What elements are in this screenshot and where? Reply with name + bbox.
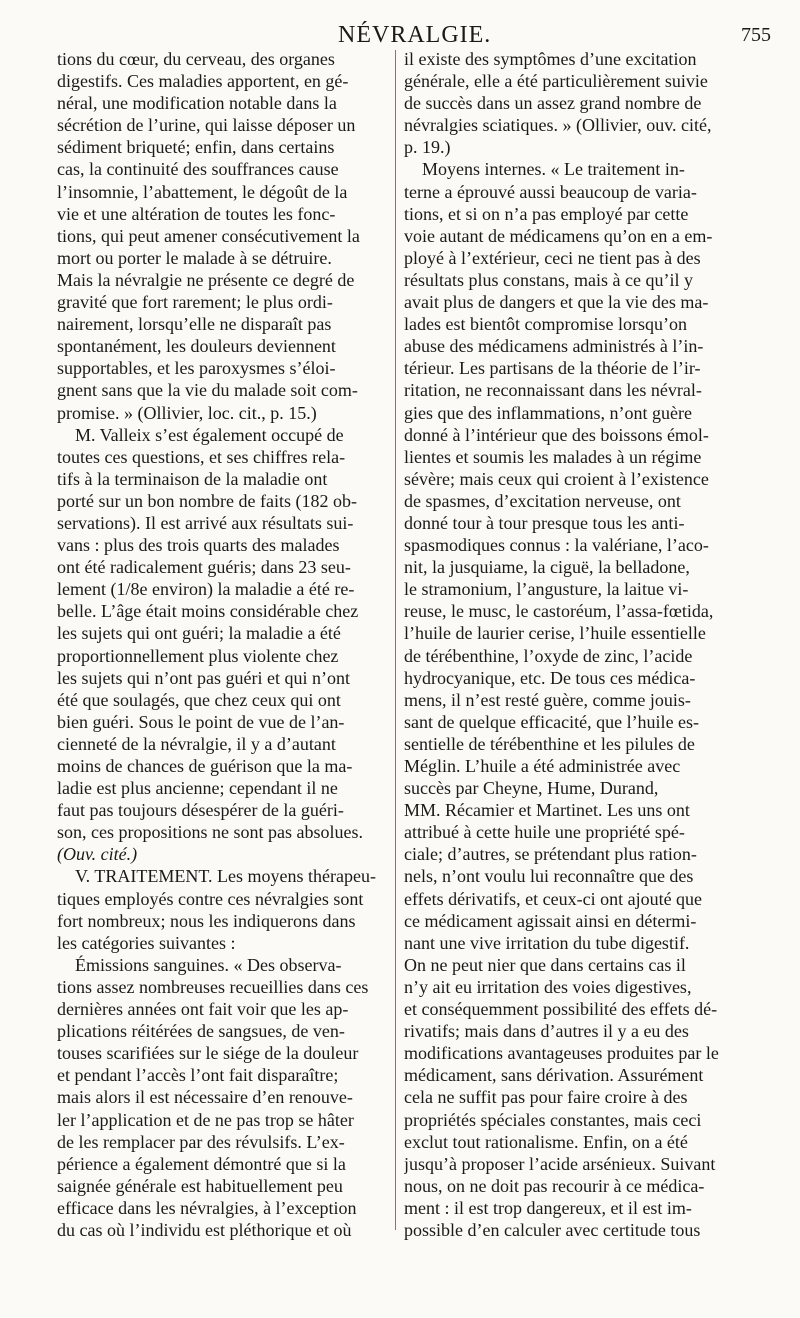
text-line: ritation, ne reconnaissant dans les névral- [404,380,702,401]
text-line: et conséquemment possibilité des effets dé- [404,999,718,1020]
text-line: spasmodiques connus : la valériane, l’aco- [404,535,709,556]
text-line: ciale; d’autres, se prétendant plus ration- [404,844,697,865]
text-line: lientes et soumis les malades à un régime [404,446,702,467]
text-line: voie autant de médicamens qu’on en a em- [404,225,713,246]
text-line: résultats plus constans, mais à ce qu’il y [404,269,693,290]
text-line: tions du cœur, du cerveau, des organes [57,49,335,69]
text-line: été que soulagés, que chez ceux qui ont [57,689,341,710]
text-line: les catégories suivantes : [57,932,236,953]
text-line: succès par Cheyne, Hume, Durand, [404,778,659,799]
text-line: moins de chances de guérison que la ma- [57,756,353,776]
text-line: terne a éprouvé aussi beaucoup de varia- [404,181,697,202]
text-line: l’insomnie, l’abattement, le dégoût de la [57,181,348,202]
page-title: NÉVRALGIE. [338,22,492,48]
text-line: vie et une altération de toutes les fonc- [57,203,336,224]
text-line: saignée générale est habituellement peu [57,1175,343,1196]
text-line: promise. » (Ollivier, loc. cit., p. 15.) [57,402,317,423]
text-line: mens, il n’est resté guère, comme jouis- [404,689,691,710]
text-line: dernières années ont fait voir que les ap- [57,999,349,1020]
text-line: belle. L’âge était moins considérable chez [57,601,359,622]
text-line: nels, n’ont voulu lui reconnaître que des [404,866,694,887]
text-line: cienneté de la névralgie, il y a d’autant [57,733,336,754]
text-line: sant de quelque efficacité, que l’huile es- [404,711,700,732]
text-line: il existe des symptômes d’une excitation [404,49,697,69]
text-line: spontanément, les douleurs deviennent [57,336,336,357]
text-line: donné à l’intérieur que des boissons émol- [404,424,709,445]
text-line: gies que des inflammations, n’ont guère [404,402,692,423]
text-line: attribué à cette huile une propriété spé- [404,822,685,843]
text-line: lades est bientôt compromise lorsqu’on [404,314,687,335]
text-line: les sujets qui ont guéri; la maladie a été [57,623,341,644]
text-line: Mais la névralgie ne présente ce degré de [57,269,355,290]
text-line: périence a également démontré que si la [57,1153,346,1174]
text-line: ment : il est trop dangereux, et il est im- [404,1197,692,1218]
text-line: nairement, lorsqu’elle ne disparaît pas [57,314,332,335]
text-line: et pendant l’accès l’ont fait disparaître; [57,1065,339,1086]
text-line: Méglin. L’huile a été administrée avec [404,756,681,776]
text-line: vans : plus des trois quarts des malades [57,535,340,556]
text-line: générale, elle a été particulièrement suivie [404,71,708,92]
text-line: sédiment briqueté; enfin, dans certains [57,137,335,158]
text-line: efficace dans les névralgies, à l’exception [57,1197,357,1218]
text-line: cas, la continuité des souffrances cause [57,159,339,180]
text-line: de les remplacer par des révulsifs. L’ex- [57,1131,345,1152]
text-line: sévère; mais ceux qui croient à l’existence [404,468,709,489]
text-line: sécrétion de l’urine, qui laisse déposer un [57,115,356,136]
text-line: les sujets qui n’ont pas guéri et qui n’ont [57,667,350,688]
text-line: avait plus de dangers et que la vie des ma- [404,292,709,313]
text-line: du cas où l’individu est pléthorique et où [57,1219,352,1240]
text-line: On ne peut nier que dans certains cas il [404,954,686,975]
text-line: modifications avantageuses produites par le [404,1043,719,1064]
text-line: mais alors il est nécessaire d’en renouve- [57,1087,353,1108]
text-line: supportables, et les paroxysmes s’éloi- [57,358,336,379]
text-line: gravité que fort rarement; le plus ordi- [57,292,333,313]
text-line: lement (1/8e environ) la maladie a été re- [57,579,355,600]
text-line: l’huile de laurier cerise, l’huile essentielle [404,623,706,644]
text-line: de succès dans un assez grand nombre de [404,93,702,114]
text-line: ont été radicalement guéris; dans 23 seu- [57,557,351,578]
text-line: n’y ait eu irritation des voies digestives, [404,976,692,997]
text-line: donné tour à tour presque tous les anti- [404,512,685,533]
text-line: exclut tout rationalisme. Enfin, on a été [404,1131,688,1152]
running-header [0,10,800,48]
text-line: effets dérivatifs, et ceux-ci ont ajouté que [404,888,703,909]
text-line: tions, et si on n’a pas employé par cette [404,203,689,224]
text-line: proportionnellement plus violente chez [57,645,339,666]
text-line: hydrocyanique, etc. De tous ces médica- [404,667,696,688]
text-line: ler l’application et de ne pas trop se hâter [57,1109,354,1130]
text-line: névralgies sciatiques. » (Ollivier, ouv. cité, [404,115,712,136]
text-line: tiques employés contre ces névralgies sont [57,888,364,909]
section-heading-line: V. TRAITEMENT. Les moyens thérapeu- [75,866,376,887]
text-line: M. Valleix s’est également occupé de [75,424,344,445]
text-line: touses scarifiées sur le siége de la douleur [57,1043,359,1064]
text-line: nous, on ne doit pas recourir à ce médica- [404,1175,705,1196]
text-line: le stramonium, l’angusture, la laitue vi- [404,579,689,600]
text-line: nant une vive irritation du tube digestif. [404,932,690,953]
text-line: tions assez nombreuses recueillies dans ces [57,976,369,997]
text-line: p. 19.) [404,137,451,158]
text-line: néral, une modification notable dans la [57,93,337,114]
left-column [57,48,388,1241]
text-line: servations). Il est arrivé aux résultats sui- [57,512,354,533]
text-line: ladie est plus ancienne; cependant il ne [57,778,338,799]
text-line: reuse, le musc, le castoréum, l’assa-fœtida, [404,601,714,622]
text-line: toutes ces questions, et ses chiffres rela- [57,446,346,467]
text-line: ce médicament agissait ainsi en détermi- [404,910,697,931]
text-line: (Ouv. cité.) [57,844,138,865]
text-line: MM. Récamier et Martinet. Les uns ont [404,800,690,821]
text-line: son, ces propositions ne sont pas absolues. [57,822,363,843]
text-line: tifs à la terminaison de la maladie ont [57,468,328,489]
text-line: Moyens internes. « Le traitement in- [422,159,685,180]
text-line: jusqu’à proposer l’acide arsénieux. Suivant [404,1153,716,1174]
text-line: sentielle de térébenthine et les pilules de [404,733,695,754]
text-line: fort nombreux; nous les indiquerons dans [57,910,356,931]
column-divider [395,50,396,1230]
text-line: gnent sans que la vie du malade soit com- [57,380,358,401]
text-line: tions, qui peut amener consécutivement la [57,225,360,246]
text-line: médicament, sans dérivation. Assurément [404,1065,704,1086]
right-column [404,48,735,1241]
text-line: nit, la jusquiame, la ciguë, la belladone, [404,557,690,578]
text-line: de térébenthine, l’oxyde de zinc, l’acide [404,645,693,666]
text-line: de spasmes, d’excitation nerveuse, ont [404,490,681,511]
text-line: mort ou porter le malade à se détruire. [57,247,332,268]
text-line: ployé à l’extérieur, ceci ne tient pas à des [404,247,701,268]
text-line: cela ne suffit pas pour faire croire à des [404,1087,688,1108]
text-line: plications réitérées de sangsues, de ven- [57,1021,345,1042]
page-number: 755 [741,24,771,46]
text-line: Émissions sanguines. « Des observa- [75,954,342,975]
text-line: digestifs. Ces maladies apportent, en gé- [57,71,349,92]
text-line: abuse des médicamens administrés à l’in- [404,336,704,357]
text-line: rivatifs; mais dans d’autres il y a eu des [404,1021,689,1042]
text-line: faut pas toujours désespérer de la guéri- [57,800,344,821]
text-line: térieur. Les partisans de la théorie de l’ir- [404,358,701,379]
text-line: propriétés spéciales constantes, mais ceci [404,1109,702,1130]
text-line: possible d’en calculer avec certitude tous [404,1219,701,1240]
text-line: porté sur un bon nombre de faits (182 ob- [57,490,357,511]
text-line: bien guéri. Sous le point de vue de l’an- [57,711,345,732]
